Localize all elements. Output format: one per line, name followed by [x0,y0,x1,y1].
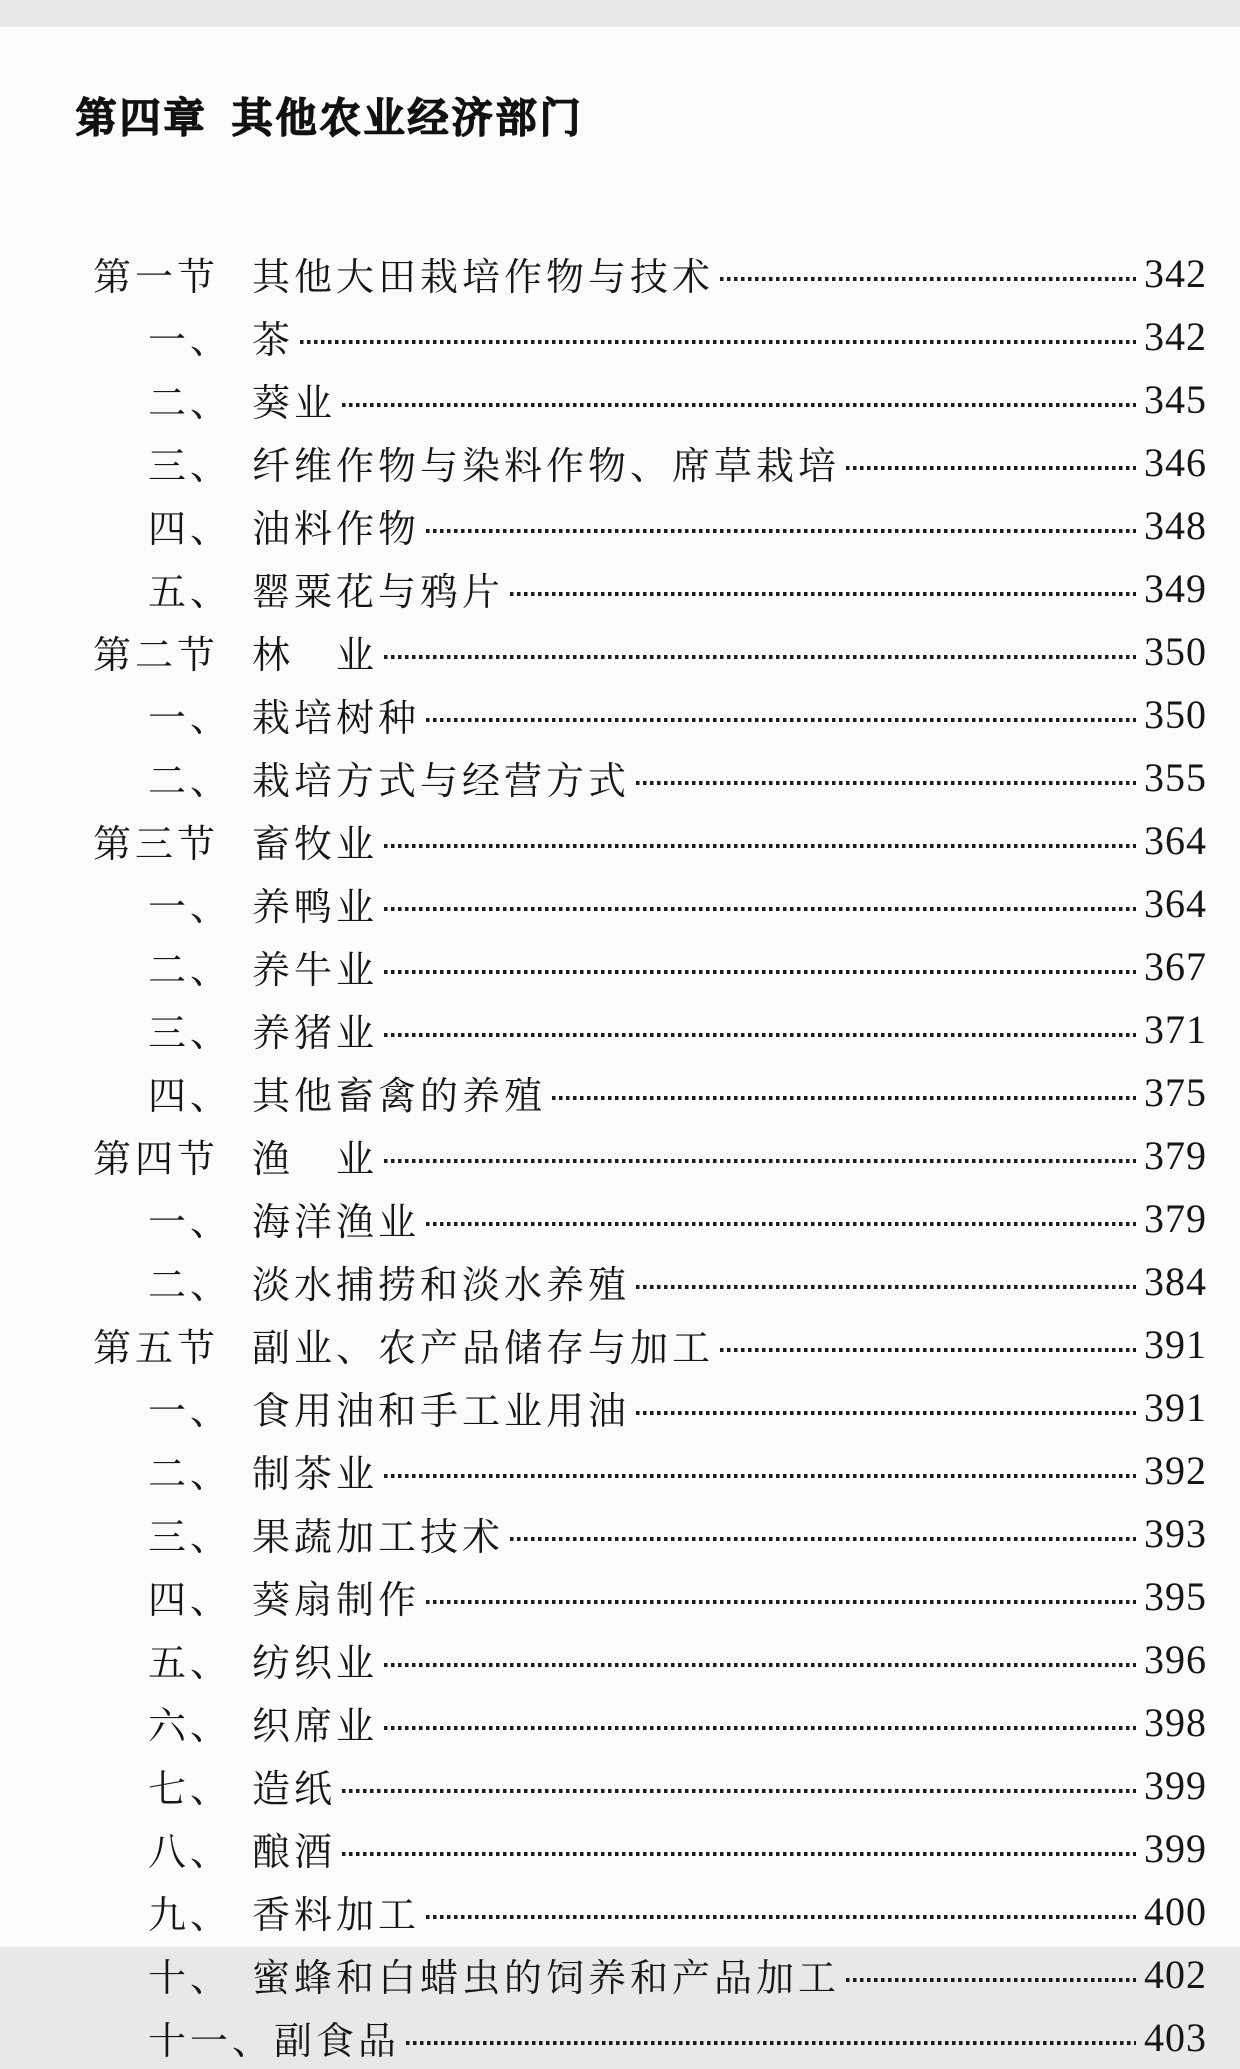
page-number: 396 [1144,1636,1207,1682]
page-number: 364 [1144,817,1207,863]
dot-leader [510,592,1136,596]
toc-entry [0,1754,1240,1817]
dot-leader [384,907,1136,911]
entry-number: 五、 [148,1642,233,1685]
entry-number: 二、 [148,382,233,425]
entry-number: 二、 [148,760,233,803]
toc-page [0,27,1240,2063]
entry-number: 十一、 [148,2020,275,2063]
toc-entry [0,1565,1240,1628]
entry-number: 二、 [148,1453,233,1496]
entry-title: 其他大田栽培作物与技术 [252,256,715,299]
chapter-title: 其他农业经济部门 [231,95,584,142]
toc-entry [0,1124,1240,1187]
dot-leader [636,781,1136,785]
dot-leader [384,1474,1136,1478]
toc-entry [0,1061,1240,1124]
entry-title: 食用油和手工业用油 [252,1390,631,1433]
entry-title: 海洋渔业 [252,1201,421,1244]
page-number: 346 [1144,439,1207,485]
page-number: 350 [1144,628,1207,674]
page-number: 367 [1144,943,1207,989]
dot-leader [510,1537,1136,1541]
entry-title: 制茶业 [252,1453,379,1496]
dot-leader [384,844,1136,848]
entry-number: 第二节 [93,634,220,677]
entry-number: 一、 [148,319,233,362]
entry-title: 蜜蜂和白蜡虫的饲养和产品加工 [252,1957,841,2000]
entry-number: 一、 [148,697,233,740]
entry-title: 香料加工 [252,1894,421,1937]
entry-title: 渔 业 [252,1138,379,1181]
page-number: 364 [1144,880,1207,926]
entry-title: 织席业 [252,1705,379,1748]
toc-entry [0,1817,1240,1880]
toc-entry [0,1250,1240,1313]
page-number: 350 [1144,691,1207,737]
toc-entry [0,305,1240,368]
page-number: 400 [1144,1888,1207,1934]
entry-title: 纤维作物与染料作物、席草栽培 [252,445,841,488]
dot-leader [342,1789,1136,1793]
dot-leader [384,970,1136,974]
page-number: 399 [1144,1825,1207,1871]
toc-entry [0,1439,1240,1502]
dot-leader [720,1348,1136,1352]
toc-entry [0,1187,1240,1250]
entry-number: 一、 [148,886,233,929]
page-number: 345 [1144,376,1207,422]
entry-title: 其他畜禽的养殖 [252,1075,547,1118]
toc-entry [0,872,1240,935]
entry-number: 四、 [148,1579,233,1622]
entry-number: 三、 [148,1516,233,1559]
toc-entry [0,1376,1240,1439]
chapter-heading [0,27,1240,187]
dot-leader [384,1663,1136,1667]
entry-number: 二、 [148,1264,233,1307]
entry-title: 林 业 [252,634,379,677]
page-number: 349 [1144,565,1207,611]
entry-title: 栽培树种 [252,697,421,740]
entry-number: 一、 [148,1390,233,1433]
page-number: 371 [1144,1006,1207,1052]
entry-title: 果蔬加工技术 [252,1516,505,1559]
entry-number: 三、 [148,445,233,488]
dot-leader [342,403,1136,407]
dot-leader [636,1411,1136,1415]
entry-number: 十、 [148,1957,233,2000]
page-number: 398 [1144,1699,1207,1745]
toc-entry [0,1691,1240,1754]
dot-leader [636,1285,1136,1289]
page-number: 379 [1144,1195,1207,1241]
page-number: 342 [1144,250,1207,296]
entry-number: 第四节 [93,1138,220,1181]
entry-title: 茶 [252,319,295,362]
toc-entry [0,935,1240,998]
toc-entry [0,1943,1240,2006]
entry-number: 二、 [148,949,233,992]
page-number: 402 [1144,1951,1207,1997]
toc-entry [0,683,1240,746]
toc-entry [0,746,1240,809]
entry-number: 第一节 [93,256,220,299]
entry-number: 六、 [148,1705,233,1748]
dot-leader [384,1159,1136,1163]
entry-number: 一、 [148,1201,233,1244]
toc-entry [0,1502,1240,1565]
dot-leader [720,277,1136,281]
entry-title: 副食品 [274,2020,401,2063]
toc-entry [0,1313,1240,1376]
page-number: 342 [1144,313,1207,359]
dot-leader [384,1033,1136,1037]
dot-leader [552,1096,1136,1100]
dot-leader [846,1978,1136,1982]
dot-leader [342,1852,1136,1856]
entry-number: 第三节 [93,823,220,866]
entry-title: 养猪业 [252,1012,379,1055]
entry-title: 罂粟花与鸦片 [252,571,505,614]
toc-entry [0,1628,1240,1691]
page-number: 393 [1144,1510,1207,1556]
page-number: 375 [1144,1069,1207,1115]
entry-title: 葵扇制作 [252,1579,421,1622]
toc-entry [0,1880,1240,1943]
entry-title: 油料作物 [252,508,421,551]
entry-title: 副业、农产品储存与加工 [252,1327,715,1370]
entry-number: 四、 [148,508,233,551]
toc-entry [0,2006,1240,2069]
entry-title: 造纸 [252,1768,337,1811]
entry-title: 栽培方式与经营方式 [252,760,631,803]
dot-leader [300,340,1136,344]
dot-leader [426,1600,1136,1604]
entry-number: 四、 [148,1075,233,1118]
page-number: 355 [1144,754,1207,800]
dot-leader [426,1222,1136,1226]
entry-number: 五、 [148,571,233,614]
dot-leader [846,466,1136,470]
entry-number: 七、 [148,1768,233,1811]
entry-number: 三、 [148,1012,233,1055]
entry-title: 畜牧业 [252,823,379,866]
toc-list [0,215,1240,2069]
dot-leader [384,655,1136,659]
page-number: 399 [1144,1762,1207,1808]
page-number: 391 [1144,1384,1207,1430]
dot-leader [406,2041,1136,2045]
entry-title: 淡水捕捞和淡水养殖 [252,1264,631,1307]
page-number: 348 [1144,502,1207,548]
toc-entry [0,494,1240,557]
dot-leader [426,718,1136,722]
entry-number: 第五节 [93,1327,220,1370]
page-number: 384 [1144,1258,1207,1304]
page-number: 392 [1144,1447,1207,1493]
page-number: 395 [1144,1573,1207,1619]
toc-entry [0,809,1240,872]
page-number: 379 [1144,1132,1207,1178]
dot-leader [384,1726,1136,1730]
entry-number: 九、 [148,1894,233,1937]
entry-number: 八、 [148,1831,233,1874]
entry-title: 酿酒 [252,1831,337,1874]
toc-entry [0,368,1240,431]
dot-leader [426,529,1136,533]
entry-title: 养牛业 [252,949,379,992]
toc-entry [0,431,1240,494]
toc-entry [0,998,1240,1061]
toc-entry [0,557,1240,620]
chapter-label: 第四章 [75,95,208,142]
entry-title: 葵业 [252,382,337,425]
toc-entry [0,620,1240,683]
page-number: 391 [1144,1321,1207,1367]
entry-title: 养鸭业 [252,886,379,929]
page-number: 403 [1144,2014,1207,2060]
dot-leader [426,1915,1136,1919]
toc-entry [0,242,1240,305]
entry-title: 纺织业 [252,1642,379,1685]
